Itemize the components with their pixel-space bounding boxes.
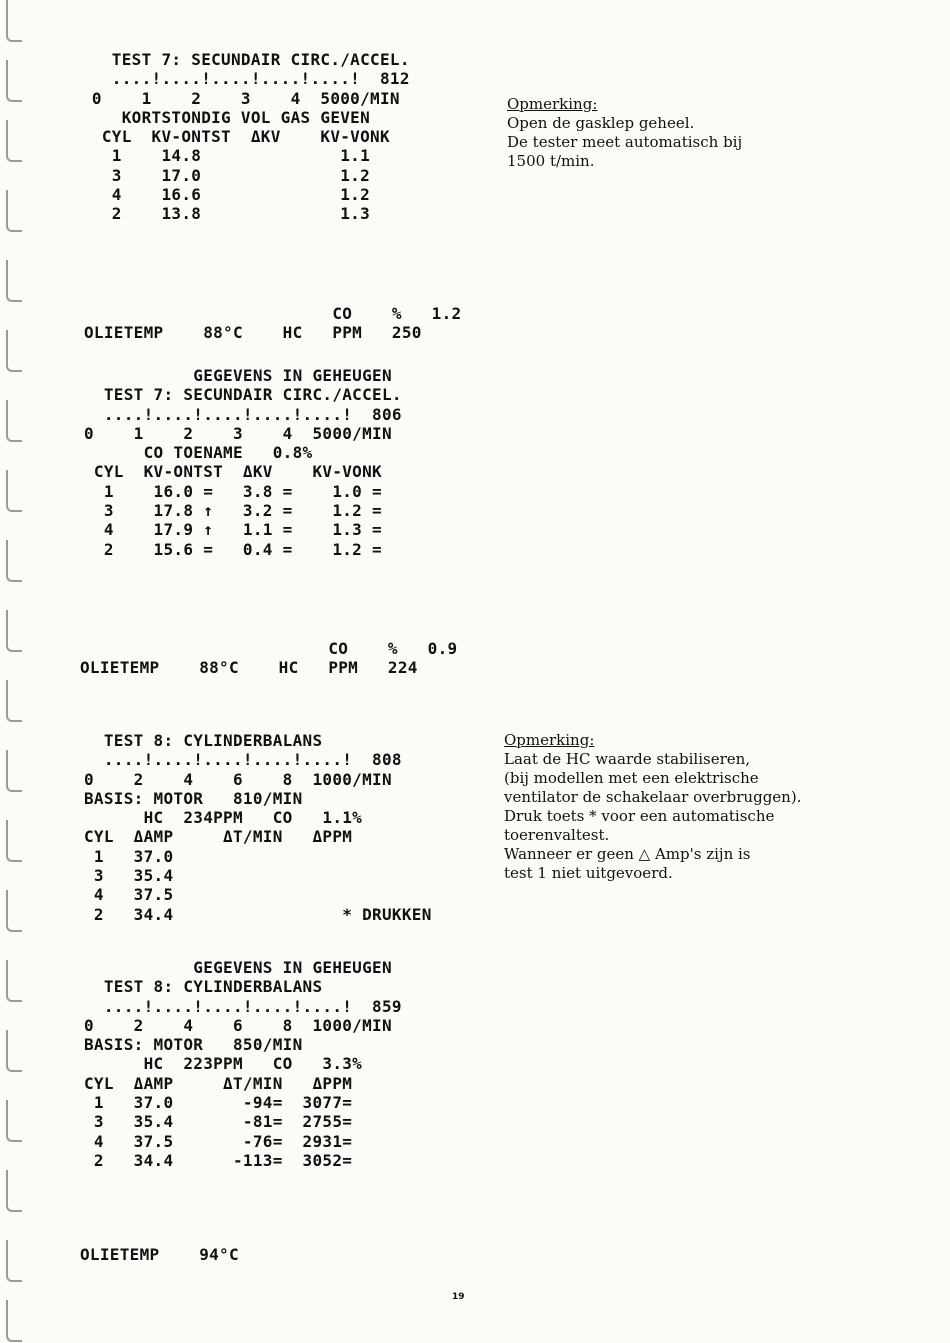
printout-line: GEGEVENS IN GEHEUGEN — [84, 958, 392, 977]
printout-line: CO % 1.2 — [84, 304, 462, 323]
note-line: (bij modellen met een elektrische — [504, 769, 759, 787]
note-line: toerenvaltest. — [504, 826, 610, 844]
note-line: Open de gasklep geheel. — [507, 114, 695, 132]
printout-line: CYL ΔAMP ΔT/MIN ΔPPM — [84, 1073, 353, 1093]
printout-line: KORTSTONDIG VOL GAS GEVEN — [82, 107, 371, 127]
printout-test8-live — [84, 731, 432, 924]
note-line: 1500 t/min. — [507, 152, 595, 170]
printout-line: 2 13.8 1.3 — [82, 204, 371, 224]
printout-line: 0 1 2 3 4 5000/MIN — [82, 88, 400, 108]
note-line: Druk toets * voor een automatische — [504, 807, 775, 825]
printout-line: ....!....!....!....!....! 806 — [84, 404, 402, 424]
printout-line: 2 34.4 * DRUKKEN — [84, 904, 432, 924]
printout-line: 3 17.8 ↑ 3.2 = 1.2 = — [84, 501, 382, 521]
printout-line: 0 1 2 3 4 5000/MIN — [84, 423, 392, 443]
printout-test7-memory-emissions — [80, 639, 457, 678]
printout-line: 0 2 4 6 8 1000/MIN — [84, 769, 392, 789]
printout-line: ....!....!....!....!....! 859 — [84, 996, 402, 1016]
note-title: Opmerking: — [504, 731, 595, 749]
printout-test7-live-emissions — [84, 304, 461, 343]
printout-line: HC 223PPM CO 3.3% — [84, 1054, 363, 1074]
note-line: Laat de HC waarde stabiliseren, — [504, 750, 751, 768]
printout-line: 4 16.6 1.2 — [82, 185, 371, 205]
printout-test8-memory-oiltemp — [80, 1245, 239, 1264]
binding-edge — [0, 0, 40, 1343]
printout-line: 1 14.8 1.1 — [82, 146, 371, 166]
page-number: 19 — [452, 1292, 465, 1302]
note-line: De tester meet automatisch bij — [507, 133, 743, 151]
printout-line: CO % 0.9 — [80, 639, 458, 658]
printout-test8-memory — [84, 958, 402, 1170]
printout-line: 3 35.4 — [84, 866, 174, 886]
printout-line: 4 17.9 ↑ 1.1 = 1.3 = — [84, 520, 382, 540]
printout-line: 2 34.4 -113= 3052= — [84, 1150, 353, 1170]
printout-line: 4 37.5 -76= 2931= — [84, 1131, 353, 1151]
note-line: Wanneer er geen △ Amp's zijn is — [504, 845, 751, 863]
printout-line: CYL KV-ONTST ΔKV KV-VONK — [82, 127, 390, 147]
note-line: test 1 niet uitgevoerd. — [504, 864, 673, 882]
printout-line: CYL ΔAMP ΔT/MIN ΔPPM — [84, 827, 353, 847]
printout-line: TEST 8: CYLINDERBALANS — [84, 977, 323, 997]
note-line: ventilator de schakelaar overbruggen). — [504, 788, 802, 806]
printout-line: BASIS: MOTOR 810/MIN — [84, 788, 303, 808]
note-test8 — [504, 731, 801, 883]
printout-line: ....!....!....!....!....! 808 — [84, 750, 402, 770]
printout-line: TEST 7: SECUNDAIR CIRC./ACCEL. — [82, 50, 410, 69]
printout-line: 3 17.0 1.2 — [82, 165, 371, 185]
printout-line: GEGEVENS IN GEHEUGEN — [84, 366, 392, 385]
printout-line: OLIETEMP 88°C HC PPM 224 — [80, 658, 418, 678]
printout-line: 2 15.6 = 0.4 = 1.2 = — [84, 539, 382, 559]
printout-test7-live — [82, 50, 410, 224]
printout-line: TEST 8: CYLINDERBALANS — [84, 731, 323, 750]
printout-line: 0 2 4 6 8 1000/MIN — [84, 1015, 392, 1035]
note-test7 — [507, 95, 742, 171]
printout-line: CO TOENAME 0.8% — [84, 443, 313, 463]
printout-line: 3 35.4 -81= 2755= — [84, 1112, 353, 1132]
printout-line: 1 37.0 -94= 3077= — [84, 1093, 353, 1113]
printout-line: OLIETEMP 94°C — [80, 1245, 239, 1264]
printout-line: 4 37.5 — [84, 885, 174, 905]
printout-line: HC 234PPM CO 1.1% — [84, 808, 363, 828]
printout-line: 1 16.0 = 3.8 = 1.0 = — [84, 481, 382, 501]
note-title: Opmerking: — [507, 95, 598, 113]
printout-line: OLIETEMP 88°C HC PPM 250 — [84, 323, 422, 343]
printout-line: CYL KV-ONTST ΔKV KV-VONK — [84, 462, 382, 482]
printout-line: 1 37.0 — [84, 846, 174, 866]
printout-line: ....!....!....!....!....! 812 — [82, 69, 410, 89]
printout-test7-memory — [84, 366, 402, 559]
printout-line: BASIS: MOTOR 850/MIN — [84, 1035, 303, 1055]
printout-line: TEST 7: SECUNDAIR CIRC./ACCEL. — [84, 385, 402, 405]
